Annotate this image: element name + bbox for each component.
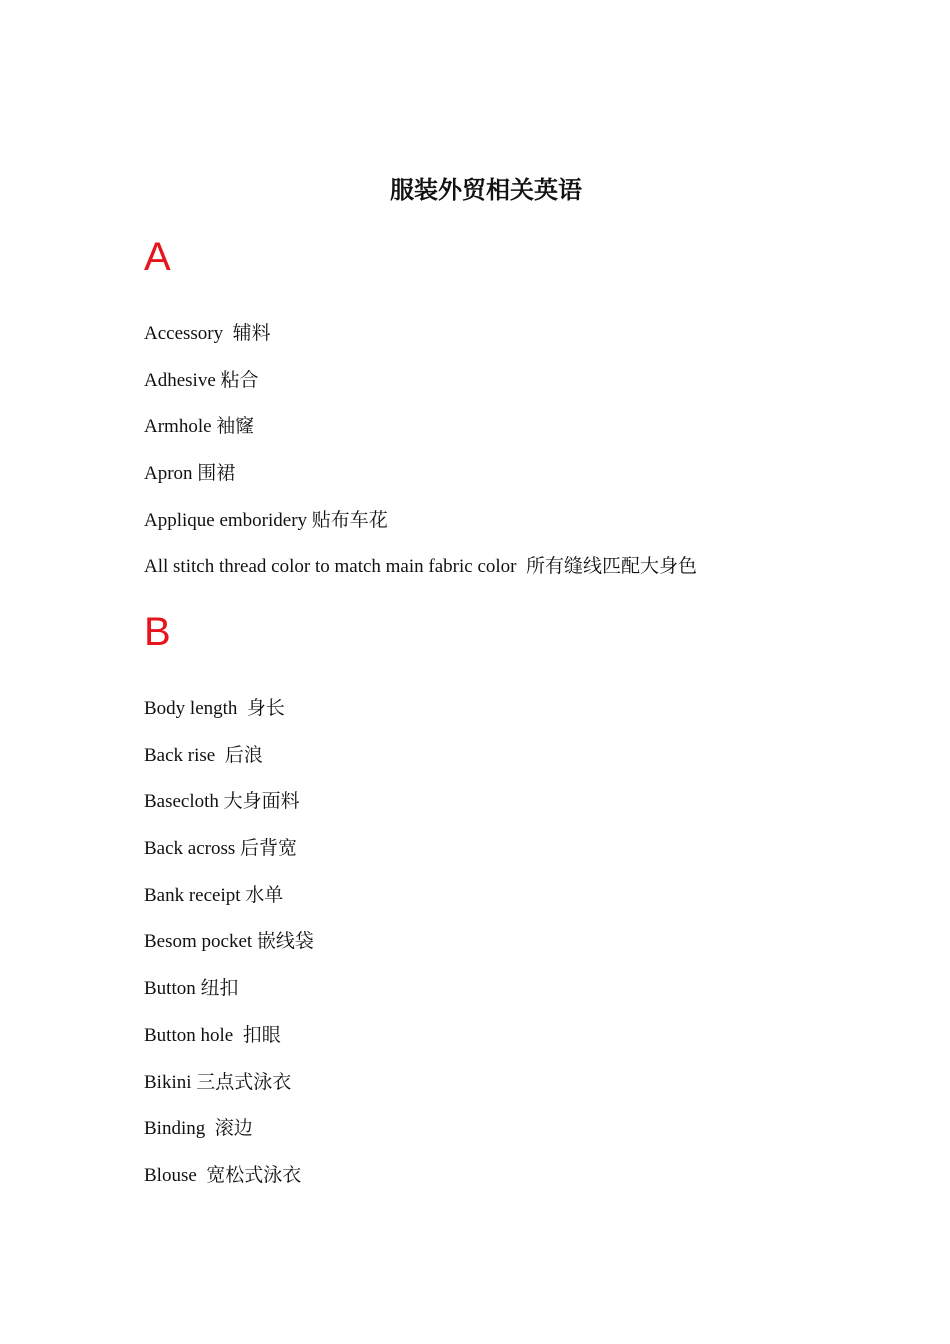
glossary-entry <box>144 1164 844 1211</box>
entry-text: Button 纽扣 <box>144 978 239 1000</box>
entry-text: Applique emboridery 贴布车花 <box>144 509 388 531</box>
entry-text: Bank receipt 水单 <box>144 884 284 906</box>
glossary-entry <box>144 977 844 1024</box>
glossary-entry <box>144 555 844 602</box>
glossary-entry <box>144 1024 844 1071</box>
section-letter: A <box>144 235 171 279</box>
section-b <box>144 607 844 1211</box>
glossary-entry <box>144 509 844 556</box>
entry-text: Body length 身长 <box>144 698 285 719</box>
glossary-entry <box>144 697 844 744</box>
glossary-entry <box>144 790 844 837</box>
glossary-entry <box>144 322 844 369</box>
entry-text: Button hole 扣眼 <box>144 1024 281 1046</box>
glossary-entry <box>144 415 844 462</box>
entry-text: Binding 滚边 <box>144 1118 253 1140</box>
entry-text: Accessory 辅料 <box>144 323 271 344</box>
entry-text: Basecloth 大身面料 <box>144 791 300 813</box>
entry-text: Adhesive 粘合 <box>144 369 259 391</box>
glossary-entry <box>144 462 844 509</box>
entry-text: All stitch thread color to match main fabric color 所有缝线匹配大身色 <box>144 556 697 578</box>
glossary-entry <box>144 1117 844 1164</box>
glossary-entry <box>144 1071 844 1118</box>
glossary-entry <box>144 369 844 416</box>
glossary-entry <box>144 884 844 931</box>
entry-text: Bikini 三点式泳衣 <box>144 1071 292 1093</box>
entry-text: Armhole 袖窿 <box>144 416 255 438</box>
section-a <box>144 232 844 602</box>
entry-text: Apron 围裙 <box>144 463 236 485</box>
page-title: 服装外贸相关英语 <box>390 178 582 204</box>
glossary-entry <box>144 930 844 977</box>
entry-text: Back rise 后浪 <box>144 744 263 766</box>
section-letter: B <box>144 610 171 654</box>
glossary-entry <box>144 744 844 791</box>
entry-text: Besom pocket 嵌线袋 <box>144 931 314 953</box>
entry-text: Back across 后背宽 <box>144 838 298 860</box>
glossary-entry <box>144 837 844 884</box>
entry-text: Blouse 宽松式泳衣 <box>144 1164 302 1186</box>
